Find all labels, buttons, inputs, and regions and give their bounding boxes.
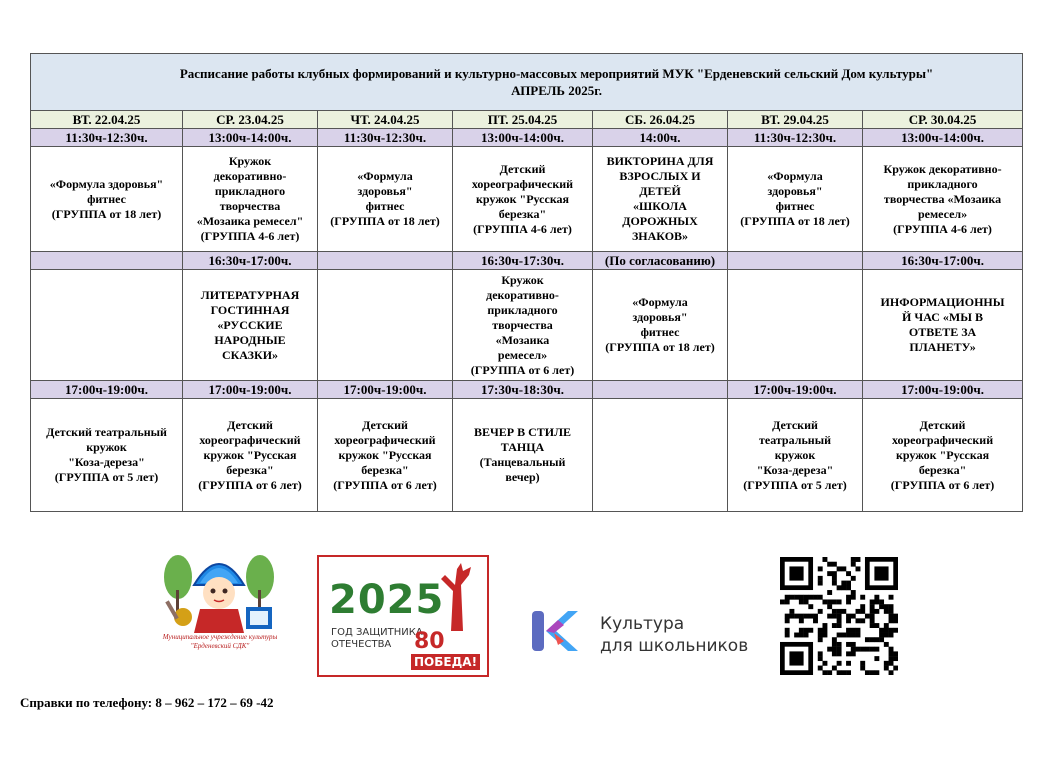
- activity-line: ремесел»: [917, 206, 968, 221]
- year-text: 2025: [329, 577, 445, 623]
- activity-cell: [863, 399, 1023, 512]
- time-slot: 17:00ч-19:00ч.: [318, 381, 453, 399]
- activity-line: СКАЗКИ»: [221, 347, 279, 362]
- activity-line: ИНФОРМАЦИОННЫ: [880, 295, 1005, 309]
- activity-cell: [183, 147, 318, 252]
- dk-folk-logo: [148, 545, 290, 670]
- folk-doll-icon: [148, 545, 290, 635]
- activity-line: «Мозаика ремесел": [196, 214, 304, 228]
- schedule-title: [31, 54, 1023, 111]
- activity-line: Й ЧАС «МЫ В: [902, 310, 984, 324]
- day-header: ЧТ. 24.04.25: [318, 111, 453, 129]
- defender-text: ГОД ЗАЩИТНИКА ОТЕЧЕСТВА: [331, 627, 423, 650]
- time-slot: [593, 381, 728, 399]
- activity-line: (ГРУППА 4-6 лет): [200, 229, 300, 243]
- time-slot: 14:00ч.: [593, 129, 728, 147]
- activity-line: (ГРУППА от 6 лет): [470, 362, 575, 377]
- time-row-3: [31, 381, 1023, 399]
- activity-line: ремесел»: [497, 347, 548, 362]
- monument-icon: [431, 561, 481, 631]
- activity-line: "Коза-дереза": [756, 462, 834, 477]
- activity-line: Детский: [227, 417, 273, 432]
- qr-code[interactable]: [780, 557, 898, 675]
- time-slot: 16:30ч-17:30ч.: [453, 252, 593, 270]
- time-slot: 16:30ч-17:00ч.: [863, 252, 1023, 270]
- phone-info: Справки по телефону: 8 – 962 – 172 – 69 -42: [20, 695, 274, 710]
- day-header: ВТ. 29.04.25: [728, 111, 863, 129]
- activity-cell: [183, 399, 318, 512]
- activity-row-1: [31, 147, 1023, 252]
- activity-line: ДОРОЖНЫХ: [622, 214, 698, 228]
- time-slot: 11:30ч-12:30ч.: [318, 129, 453, 147]
- activity-line: ГОСТИННАЯ: [210, 302, 290, 317]
- activity-line: «Формула: [767, 169, 823, 183]
- time-row-2: [31, 252, 1023, 270]
- logos-area: [0, 545, 1064, 685]
- activity-line: кружок "Русская: [475, 191, 570, 206]
- time-slot: 11:30ч-12:30ч.: [31, 129, 183, 147]
- activity-line: (ГРУППА от 18 лет): [740, 214, 850, 228]
- culture-for-schoolchildren-logo: [528, 605, 768, 665]
- activity-line: Детский: [362, 417, 408, 432]
- time-slot: 17:00ч-19:00ч.: [31, 381, 183, 399]
- activity-cell: [728, 399, 863, 512]
- victory-word: ПОБЕДА!: [411, 654, 480, 670]
- time-slot: 17:00ч-19:00ч.: [863, 381, 1023, 399]
- activity-line: березка": [226, 462, 274, 477]
- activity-line: Детский: [499, 161, 546, 176]
- day-header: СР. 23.04.25: [183, 111, 318, 129]
- activity-cell: [453, 147, 593, 252]
- activity-line: кружок: [774, 447, 816, 462]
- activity-line: (ГРУППА от 5 лет): [743, 477, 847, 492]
- activity-line: фитнес: [87, 191, 126, 206]
- activity-line: хореографический: [334, 432, 436, 447]
- time-slot: [31, 252, 183, 270]
- activity-line: ЛИТЕРАТУРНАЯ: [200, 287, 300, 302]
- activity-line: Детский: [919, 417, 966, 432]
- activity-cell: [318, 147, 453, 252]
- activity-line: прикладного: [907, 176, 978, 191]
- activity-line: творчества: [219, 199, 281, 213]
- activity-line: «Формула: [632, 295, 688, 309]
- activity-line: ВЗРОСЛЫХ И: [619, 169, 701, 183]
- defender-year-logo: [317, 555, 489, 677]
- activity-line: березка": [918, 462, 967, 477]
- day-header: СР. 30.04.25: [863, 111, 1023, 129]
- activity-line: фитнес: [775, 199, 815, 213]
- activity-line: творчества: [492, 317, 553, 332]
- activity-cell: [318, 270, 453, 381]
- activity-line: здоровья": [767, 184, 823, 198]
- activity-cell: [31, 399, 183, 512]
- activity-line: прикладного: [214, 184, 286, 198]
- activity-line: ОТВЕТЕ ЗА: [908, 325, 977, 339]
- activity-cell: [863, 147, 1023, 252]
- time-slot: 11:30ч-12:30ч.: [728, 129, 863, 147]
- activity-line: хореографический: [471, 176, 574, 191]
- activity-line: здоровья": [357, 184, 413, 198]
- activity-line: березка": [361, 462, 409, 477]
- time-slot: 17:00ч-19:00ч.: [183, 381, 318, 399]
- activity-line: вечер): [505, 470, 540, 484]
- activity-line: кружок "Русская: [338, 447, 432, 462]
- culture-text: Культура для школьников: [600, 614, 749, 656]
- activity-line: (Танцевальный: [479, 455, 566, 469]
- title-line-1: Расписание работы клубных формирований и культурно-массовых мероприятий МУК "Ерденевский сельский Дом культуры": [179, 66, 934, 81]
- qr-code-icon: [780, 557, 898, 675]
- time-slot: 13:00ч-14:00ч.: [183, 129, 318, 147]
- activity-cell: [728, 147, 863, 252]
- activity-line: театральный: [758, 432, 831, 447]
- activity-line: березка": [498, 206, 547, 221]
- activity-line: декоративно-: [486, 287, 559, 302]
- activity-line: Кружок: [228, 154, 272, 168]
- activity-line: Кружок декоративно-: [883, 161, 1002, 176]
- time-slot: [318, 252, 453, 270]
- title-line-2: АПРЕЛЬ 2025г.: [511, 83, 602, 98]
- time-row-1: [31, 129, 1023, 147]
- activity-cell: [593, 399, 728, 512]
- time-slot: 13:00ч-14:00ч.: [863, 129, 1023, 147]
- activity-line: «Мозаика: [495, 332, 550, 347]
- time-slot: 17:00ч-19:00ч.: [728, 381, 863, 399]
- activity-cell: [183, 270, 318, 381]
- time-slot: 13:00ч-14:00ч.: [453, 129, 593, 147]
- activity-cell: [453, 399, 593, 512]
- activity-line: фитнес: [640, 325, 680, 339]
- activity-line: декоративно-: [213, 169, 287, 183]
- schedule-table: [30, 53, 1023, 512]
- activity-row-2: [31, 270, 1023, 381]
- activity-line: хореографический: [199, 432, 301, 447]
- day-header: СБ. 26.04.25: [593, 111, 728, 129]
- activity-line: Кружок: [501, 272, 544, 287]
- day-header: ВТ. 22.04.25: [31, 111, 183, 129]
- activity-line: кружок "Русская: [896, 447, 990, 462]
- activity-cell: [31, 147, 183, 252]
- activity-line: (ГРУППА 4-6 лет): [473, 221, 572, 236]
- activity-line: творчества «Мозаика: [883, 191, 1002, 206]
- activity-line: «РУССКИЕ: [217, 317, 283, 332]
- org-name: Муниципальное учреждение культуры "Ерденевский СДК": [162, 633, 278, 650]
- activity-line: «Формула здоровья": [49, 176, 164, 191]
- activity-cell: [593, 147, 728, 252]
- time-slot: 17:30ч-18:30ч.: [453, 381, 593, 399]
- activity-line: (ГРУППА от 18 лет): [605, 340, 715, 354]
- activity-line: (ГРУППА от 6 лет): [333, 477, 437, 492]
- activity-line: НАРОДНЫЕ: [214, 332, 286, 347]
- day-header: ПТ. 25.04.25: [453, 111, 593, 129]
- time-slot: 16:30ч-17:00ч.: [183, 252, 318, 270]
- activity-line: ПЛАНЕТУ»: [909, 340, 976, 354]
- activity-line: «Формула: [357, 169, 413, 183]
- activity-line: "Коза-дереза": [68, 455, 145, 469]
- time-slot: [728, 252, 863, 270]
- activity-line: (ГРУППА от 5 лет): [54, 470, 159, 484]
- activity-row-3: [31, 399, 1023, 512]
- activity-cell: [593, 270, 728, 381]
- activity-line: (ГРУППА 4-6 лет): [893, 221, 992, 236]
- activity-line: ВЕЧЕР В СТИЛЕ: [473, 425, 572, 439]
- activity-line: прикладного: [487, 302, 558, 317]
- activity-line: хореографический: [891, 432, 994, 447]
- time-slot: (По согласованию): [593, 252, 728, 270]
- activity-line: здоровья": [632, 310, 688, 324]
- activity-cell: [31, 270, 183, 381]
- activity-cell: [318, 399, 453, 512]
- activity-cell: [728, 270, 863, 381]
- activity-cell: [863, 270, 1023, 381]
- activity-line: (ГРУППА от 18 лет): [51, 206, 162, 221]
- activity-line: (ГРУППА от 18 лет): [330, 214, 440, 228]
- activity-cell: [453, 270, 593, 381]
- activity-line: кружок: [86, 440, 127, 454]
- activity-line: (ГРУППА от 6 лет): [890, 477, 995, 492]
- activity-line: ВИКТОРИНА ДЛЯ: [606, 154, 714, 168]
- activity-line: Детский театральный: [46, 425, 167, 439]
- day-header-row: [31, 111, 1023, 129]
- victory-number: 80: [414, 629, 445, 654]
- activity-line: кружок "Русская: [203, 447, 297, 462]
- activity-line: ДЕТЕЙ: [639, 184, 681, 198]
- activity-line: (ГРУППА от 6 лет): [198, 477, 302, 492]
- activity-line: Детский: [772, 417, 818, 432]
- activity-line: «ШКОЛА: [633, 199, 687, 213]
- culture-k-icon: [528, 605, 590, 657]
- activity-line: ЗНАКОВ»: [631, 229, 689, 243]
- activity-line: ТАНЦА: [500, 440, 545, 454]
- activity-line: фитнес: [365, 199, 405, 213]
